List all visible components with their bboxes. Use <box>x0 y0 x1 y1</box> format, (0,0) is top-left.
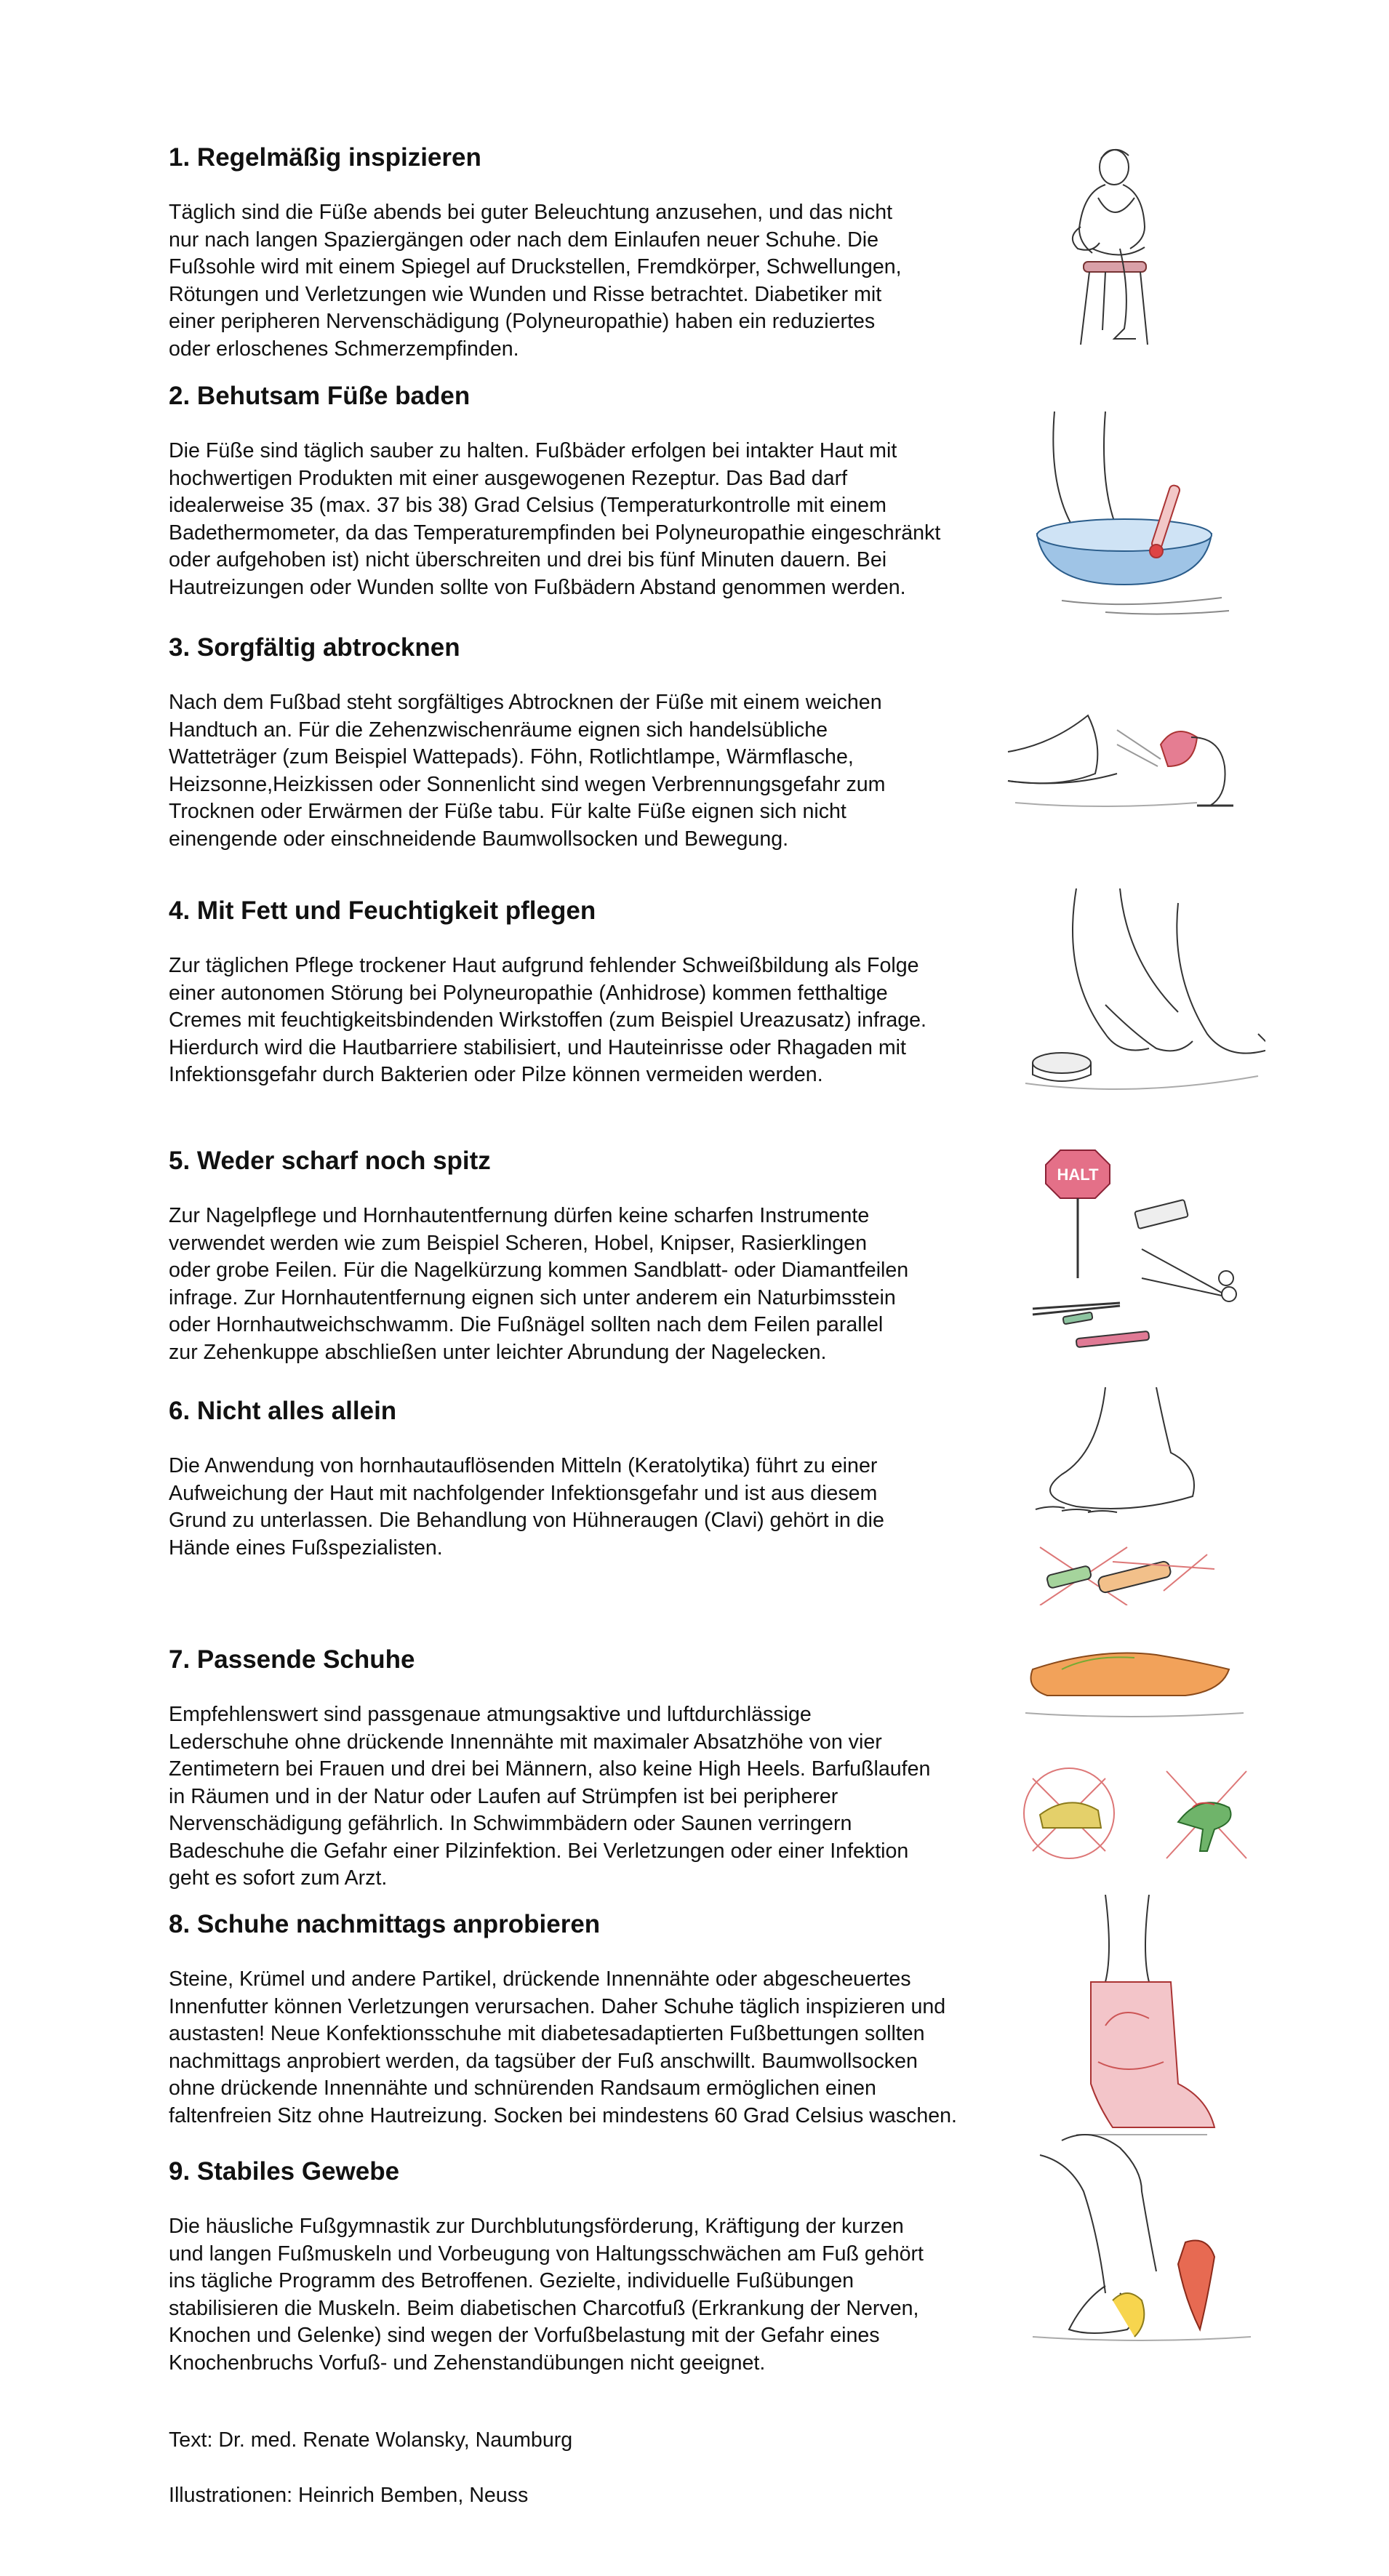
credit-text: Text: Dr. med. Renate Wolansky, Naumburg <box>169 2428 573 2452</box>
section-text: Nach dem Fußbad steht sorgfältiges Abtrocknen der Füße mit einem weichen Handtuch an. Für die Zehenzwischenräume eignen sich handelsübliche Watteträger (zum Beispiel Wattepads). Föhn, Rotlichtlampe, Wärmflasche, Heizsonne,Heizkissen oder Sonnenlicht sind wegen Verbrennungsgefahr zum Trocknen oder Erwärmen der Füße tabu. Für kalte Füße eignen sich nicht einengende oder einschneidende Baumwollsocken und Bewegung. <box>169 691 886 851</box>
section-text: Steine, Krümel und andere Partikel, drückende Innennähte oder abgescheuertes Innenfutter können Verletzungen verursachen. Daher Schuhe täglich inspizieren und austasten! Neue Konfektionsschuhe mit diabetesadaptierten Fußbettungen sollten nachmittags anprobiert werden, da tagsüber der Fuß anschwillt. Baumwollsocken ohne drückende Innennähte und schnürenden Randsaum ermöglichen einen faltenfreien Sitz ohne Hautreizung. Socken bei mindestens 60 Grad Celsius waschen. <box>169 1967 957 2127</box>
shoes-illustration <box>1011 1626 1258 1887</box>
section-text: Die häusliche Fußgymnastik zur Durchblutungsförderung, Kräftigung der kurzen und langen Fußmuskeln und Vorbeugung von Haltungsschwächen am Fuß gehört ins tägliche Programm des Betroffenen. Gezielte, individuelle Fußübungen stabilisieren die Muskeln. Beim diabetischen Charcotfuß (Erkrankung der Nerven, Knochen und Gelenke) sind wegen der Vorfußbelastung mit der Gefahr eines Knochenbruchs Vorfuß- und Zehenstandübungen nicht geeignet. <box>169 2215 924 2375</box>
foot-remedies-illustration <box>1018 1387 1258 1605</box>
section-title: 1. Regelmäßig inspizieren <box>169 143 481 172</box>
credit-illustrations: Illustrationen: Heinrich Bemben, Neuss <box>169 2484 529 2507</box>
section-9 <box>169 2156 998 2377</box>
section-title: 8. Schuhe nachmittags anprobieren <box>169 1910 601 1938</box>
foot-bath-illustration <box>1018 404 1258 622</box>
section-text: Die Füße sind täglich sauber zu halten. Fußbäder erfolgen bei intakter Haut mit hochwertigen Produkten mit einer ausgewogenen Rezeptur. Das Bad darf idealerweise 35 (max. 37 bis 38) Grad Celsius (Temperaturkontrolle mit einem Badethermometer, da das Temperaturempfinden bei Polyneuropathie eingeschränkt oder aufgehoben ist) nicht überschreiten und drei bis fünf Minuten dauern. Bei Hautreizungen oder Wunden sollte von Fußbädern Abstand genommen werden. <box>169 439 941 599</box>
section-6 <box>169 1396 998 1562</box>
section-title: 4. Mit Fett und Feuchtigkeit pflegen <box>169 896 596 925</box>
section-title: 2. Behutsam Füße baden <box>169 382 471 410</box>
heat-lamp-illustration <box>1001 701 1248 817</box>
section-7 <box>169 1645 998 1893</box>
section-8 <box>169 1909 998 2130</box>
section-text: Empfehlenswert sind passgenaue atmungsaktive und luftdurchlässige Lederschuhe ohne drückende Innennähte mit maximaler Absatzhöhe von vier Zentimetern bei Frauen und drei bei Männern, also keine High Heels. Barfußlaufen in Räumen und in der Natur oder Laufen auf Strümpfen ist bei peripherer Nervenschädigung gefährlich. In Schwimmbädern oder Saunen verringern Badeschuhe die Gefahr einer Pilzinfektion. Bei Verletzungen oder einer Infektion geht es sofort zum Arzt. <box>169 1703 931 1890</box>
section-title: 6. Nicht alles allein <box>169 1397 397 1425</box>
section-title: 9. Stabiles Gewebe <box>169 2157 400 2186</box>
section-5 <box>169 1146 998 1366</box>
halt-sign-label: HALT <box>1057 1165 1099 1184</box>
section-text: Zur Nagelpflege und Hornhautentfernung dürfen keine scharfen Instrumente verwendet werden wie zum Beispiel Scheren, Hobel, Knipser, Rasierklingen oder grobe Feilen. Für die Nagelkürzung kommen Sandblatt- oder Diamantfeilen infrage. Zur Hornhautentfernung eignen sich unter anderem ein Naturbimsstein oder Hornhautweichschwamm. Die Fußnägel sollten nach dem Feilen parallel zur Zehenkuppe abschließen unter leichter Abrundung der Nagelecken. <box>169 1204 909 1364</box>
applying-cream-illustration <box>1018 888 1265 1107</box>
boot-illustration <box>1047 1895 1244 2142</box>
halt-sign-tools-illustration <box>1018 1140 1258 1358</box>
foot-exercise-illustration <box>1018 2126 1258 2344</box>
section-text: Täglich sind die Füße abends bei guter Beleuchtung anzusehen, und das nicht nur nach langen Spaziergängen oder nach dem Einlaufen neuer Schuhe. Die Fußsohle wird mit einem Spiegel auf Druckstellen, Fremdkörper, Schwellungen, Rötungen und Verletzungen wie Wunden und Risse betrachtet. Diabetiker mit einer peripheren Nervenschädigung (Polyneuropathie) haben ein reduziertes oder erloschenes Schmerzempfinden. <box>169 201 902 361</box>
section-text: Die Anwendung von hornhautauflösenden Mitteln (Keratolytika) führt zu einer Aufweichung der Haut mit nachfolgender Infektionsgefahr und ist aus diesem Grund zu unterlassen. Die Behandlung von Hühneraugen (Clavi) gehört in die Hände eines Fußspezialisten. <box>169 1454 884 1560</box>
section-title: 7. Passende Schuhe <box>169 1645 415 1674</box>
section-3 <box>169 633 998 853</box>
section-2 <box>169 381 998 601</box>
section-title: 3. Sorgfältig abtrocknen <box>169 633 460 662</box>
section-text: Zur täglichen Pflege trockener Haut aufgrund fehlender Schweißbildung als Folge einer autonomen Störung bei Polyneuropathie (Anhidrose) kommen fetthaltige Cremes mit feuchtigkeitsbindenden Wirkstoffen (zum Beispiel Ureazusatz) infrage. Hierdurch wird die Hautbarriere stabilisiert, und Hauteinrisse oder Rhagaden mit Infektionsgefahr durch Bakterien oder Pilze können vermeiden werden. <box>169 954 926 1086</box>
section-1 <box>169 143 998 363</box>
section-4 <box>169 896 998 1089</box>
section-title: 5. Weder scharf noch spitz <box>169 1147 491 1175</box>
person-inspecting-foot-illustration <box>1047 140 1171 365</box>
